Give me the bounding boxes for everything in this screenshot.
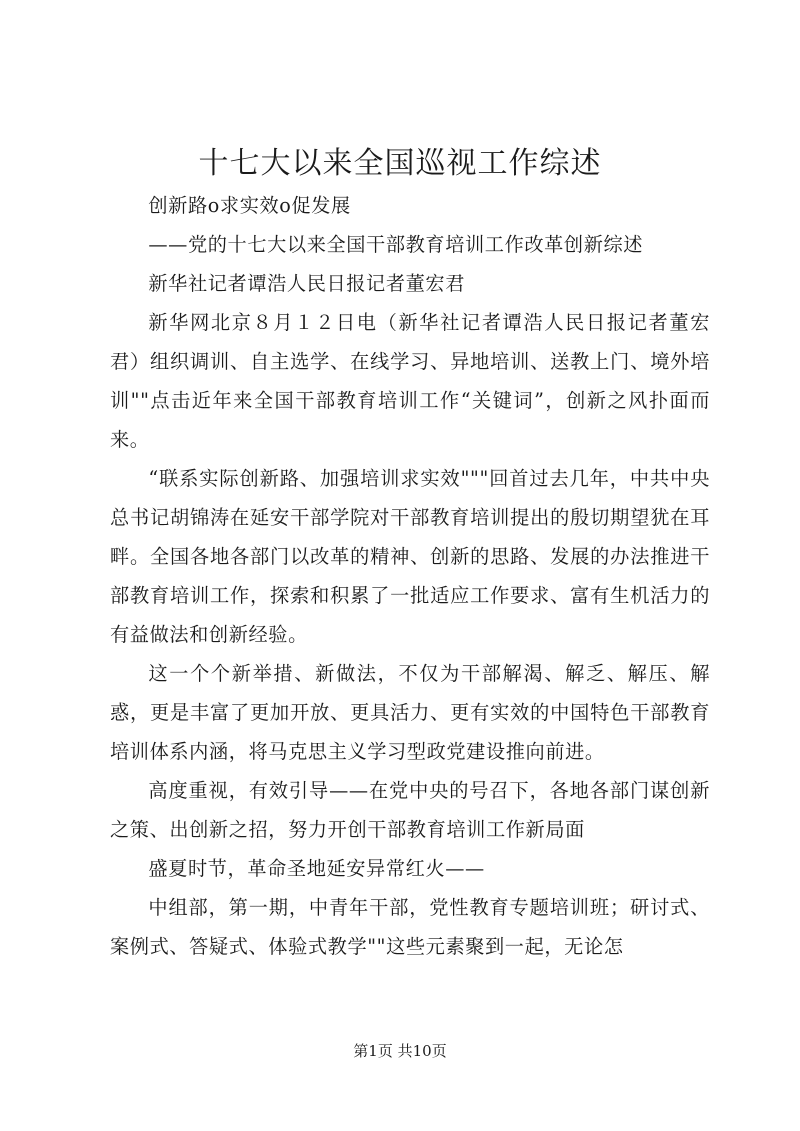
document-title: 十七大以来全国巡视工作综述 [198,146,602,181]
document-body [110,186,710,966]
paragraph-body: 这一个个新举措、新做法，不仅为干部解渴、解乏、解压、解惑，更是丰富了更加开放、更具活力、更有实效的中国特色干部教育培训体系内涵，将马克思主义学习型政党建设推向前进。 [110,662,710,763]
page-footer [0,1040,800,1062]
paragraph-body: 中组部，第一期，中青年干部，党性教育专题培训班；研讨式、案例式、答疑式、体验式教学""这些元素聚到一起，无论怎 [110,896,710,958]
paragraph-body: 新华网北京８月１２日电（新华社记者谭浩人民日报记者董宏君）组织调训、自主选学、在线学习、异地培训、送教上门、境外培训""点击近年来全国干部教育培训工作“关键词”，创新之风扑面而来。 [110,311,710,451]
paragraph-body: 高度重视，有效引导——在党中央的号召下，各地各部门谋创新之策、出创新之招，努力开创干部教育培训工作新局面 [110,779,710,841]
paragraph-subheading: ——党的十七大以来全国干部教育培训工作改革创新综述 [148,233,644,256]
page-number-label: 第1页 共10页 [353,1042,447,1060]
paragraph-body: “联系实际创新路、加强培训求实效"""回首过去几年，中共中央总书记胡锦涛在延安干部学院对干部教育培训提出的殷切期望犹在耳畔。全国各地各部门以改革的精神、创新的思路、发展的办法推进干部教育培训工作，探索和积累了一批适应工作要求、富有生机活力的有益做法和创新经验。 [110,467,710,646]
paragraph-body: 盛夏时节，革命圣地延安异常红火—— [148,857,485,880]
paragraph-byline: 新华社记者谭浩人民日报记者董宏君 [148,272,465,295]
paragraph-subtitle: 创新路o求实效o促发展 [148,194,351,217]
